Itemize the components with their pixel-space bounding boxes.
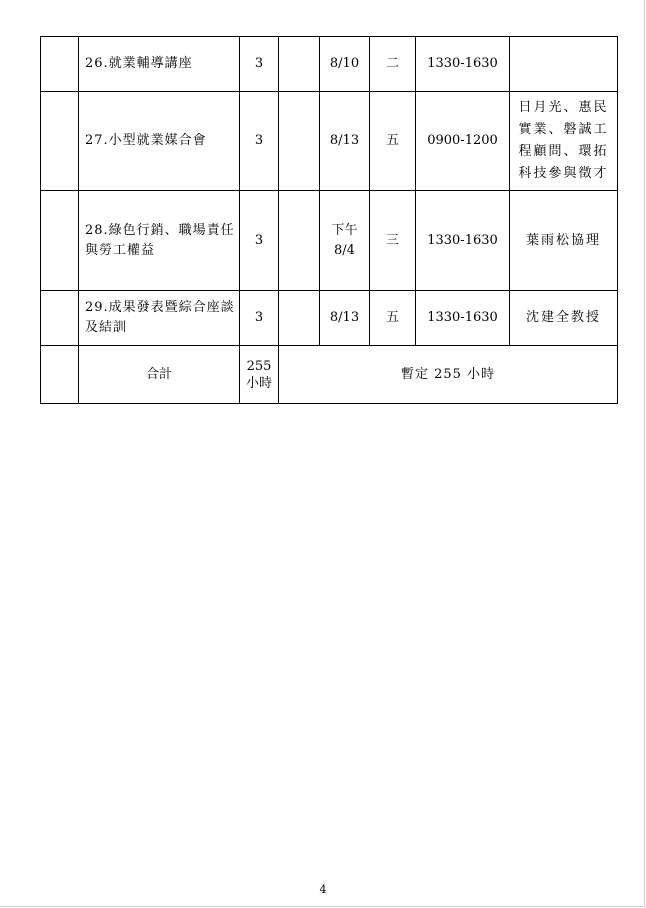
date-cell: 下午8/4	[320, 191, 370, 291]
total-note: 暫定 255 小時	[279, 346, 618, 404]
total-row	[41, 346, 618, 404]
hours-cell: 3	[240, 191, 279, 291]
time-cell: 1330-1630	[416, 191, 510, 291]
total-label: 合計	[79, 346, 240, 404]
weekday-cell: 二	[370, 37, 416, 92]
table-row	[41, 191, 618, 291]
total-hours: 255小時	[240, 346, 279, 404]
row-index-cell	[41, 191, 79, 291]
weekday-cell: 三	[370, 191, 416, 291]
weekday-cell: 五	[370, 291, 416, 346]
course-schedule-table	[40, 36, 618, 404]
instructor-cell: 日月光、惠民實業、磐誠工程顧問、環拓科技參與徵才	[510, 92, 618, 191]
course-name: 28.綠色行銷、職場責任與勞工權益	[79, 191, 240, 291]
hours-cell: 3	[240, 92, 279, 191]
course-name: 27.小型就業媒合會	[79, 92, 240, 191]
blank-cell	[279, 92, 320, 191]
row-index-cell	[41, 92, 79, 191]
hours-cell: 3	[240, 37, 279, 92]
course-name: 29.成果發表暨綜合座談及結訓	[79, 291, 240, 346]
blank-cell	[279, 37, 320, 92]
row-index-cell	[41, 291, 79, 346]
blank-cell	[279, 291, 320, 346]
time-cell: 0900-1200	[416, 92, 510, 191]
hours-cell: 3	[240, 291, 279, 346]
table-row	[41, 92, 618, 191]
row-index-cell	[41, 37, 79, 92]
instructor-cell: 葉雨松協理	[510, 191, 618, 291]
date-cell: 8/13	[320, 291, 370, 346]
course-name: 26.就業輔導講座	[79, 37, 240, 92]
weekday-cell: 五	[370, 92, 416, 191]
table-row	[41, 37, 618, 92]
instructor-cell: 沈建全教授	[510, 291, 618, 346]
blank-cell	[279, 191, 320, 291]
row-index-cell	[41, 346, 79, 404]
instructor-cell	[510, 37, 618, 92]
page-number: 4	[319, 883, 327, 896]
table-row	[41, 291, 618, 346]
date-cell: 8/10	[320, 37, 370, 92]
time-cell: 1330-1630	[416, 37, 510, 92]
date-cell: 8/13	[320, 92, 370, 191]
time-cell: 1330-1630	[416, 291, 510, 346]
